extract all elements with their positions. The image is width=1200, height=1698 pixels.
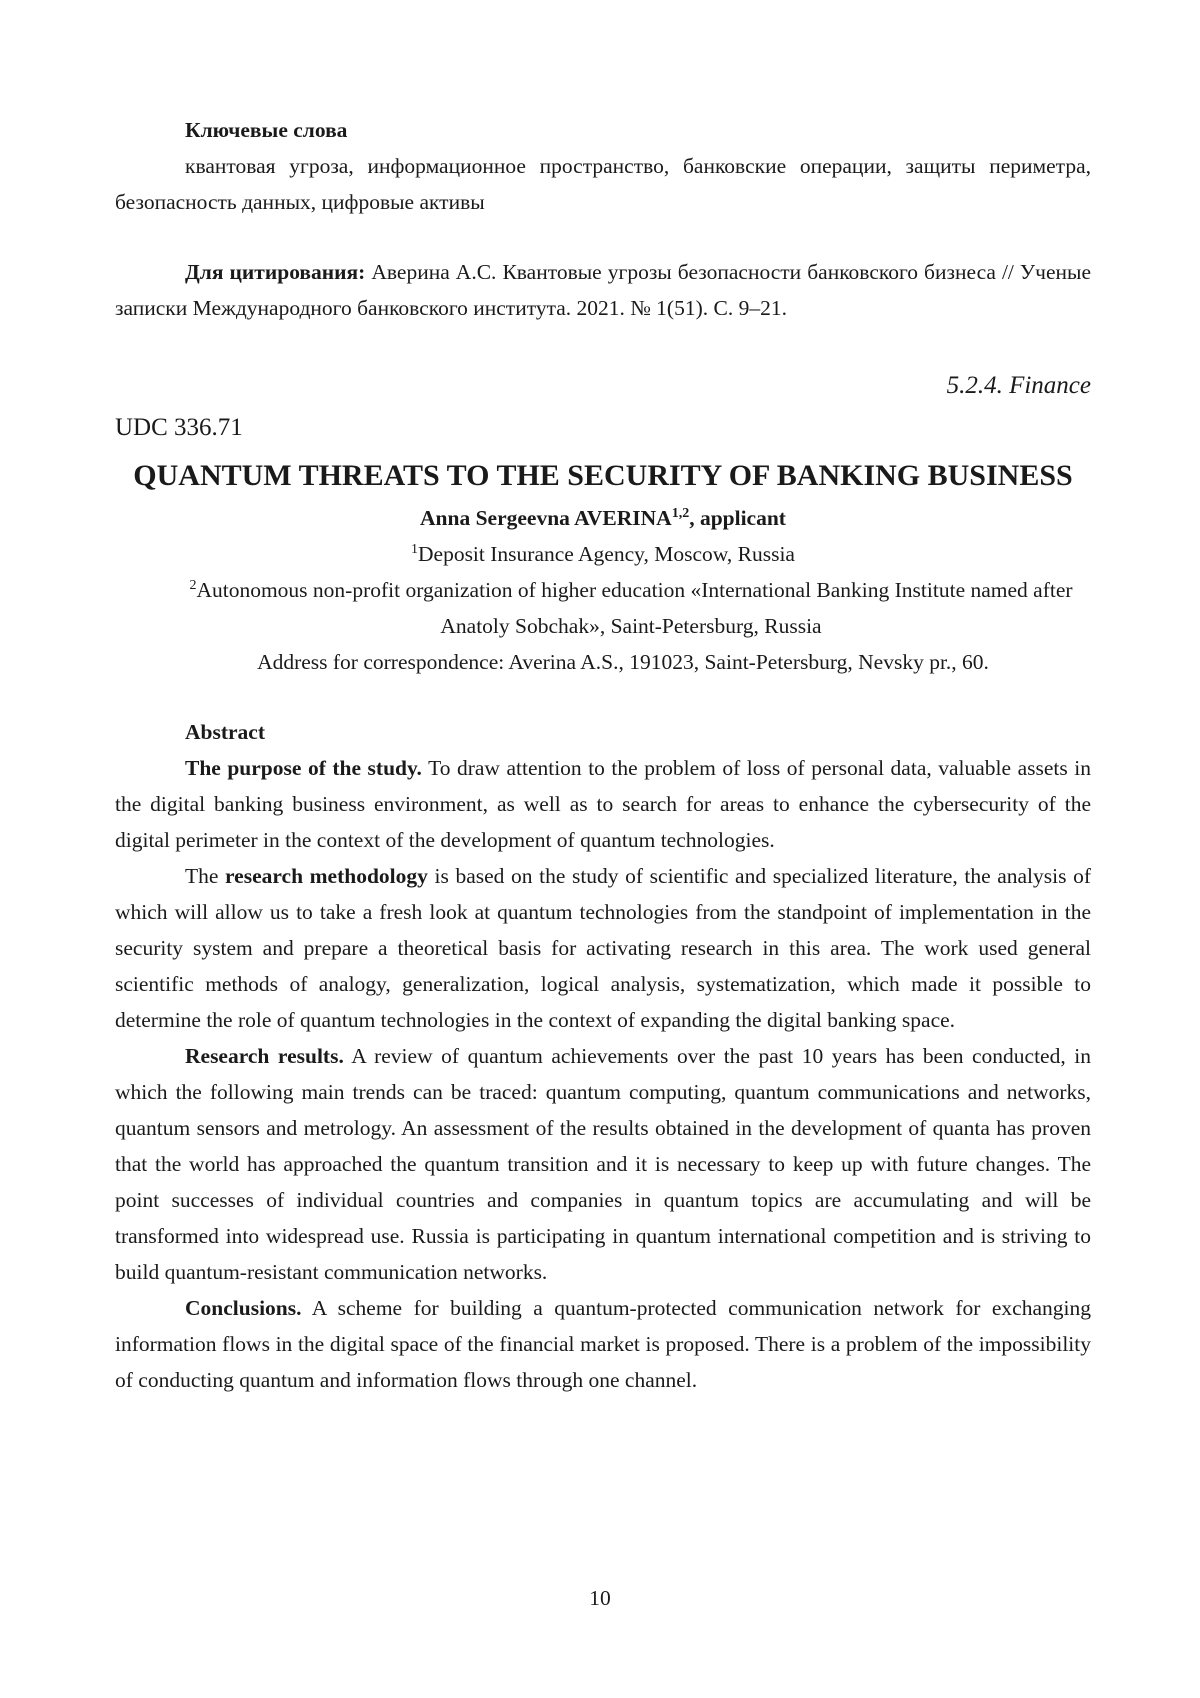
affiliation-1-sup: 1 [411,541,418,557]
citation-text: Аверина А.С. Квантовые угрозы безопасности банковского бизнеса // Ученые записки Международного банковского института. 2021. № 1(51). С. 9–21. [115,260,1091,320]
methodology-text: is based on the study of scientific and specialized literature, the analysis of which will allow us to take a fresh look at quantum technologies from the standpoint of implementation in the security system and prepare a theoretical basis for activating research in this area. The work used general scientific methods of analogy, generalization, logical analysis, systematization, which made it possible to determine the role of quantum technologies in the context of expanding the digital banking space. [115,864,1092,1032]
methodology-label: research methodology [225,864,428,888]
page-content [115,112,1091,1398]
correspondence-address: Address for correspondence: Averina A.S., 191023, Saint-Petersburg, Nevsky pr., 60. [257,650,989,674]
affiliation-2-sup: 2 [189,577,197,593]
affiliation-1-text: Deposit Insurance Agency, Moscow, Russia [418,542,795,566]
abstract-conclusions [115,1290,1091,1398]
page-number: 10 [589,1586,611,1610]
keywords-text: квантовая угроза, информационное пространство, банковские операции, защиты периметра, безопасность данных, цифровые активы [115,154,1091,214]
conclusions-text: A scheme for building a quantum-protected communication network for exchanging information flows in the digital space of the financial market is proposed. There is a problem of the impossibility of conducting quantum and information flows through one channel. [115,1296,1091,1392]
article-title: QUANTUM THREATS TO THE SECURITY OF BANKING BUSINESS [133,459,1073,492]
affiliation-2 [115,572,1091,644]
purpose-text: To draw attention to the problem of loss of personal data, valuable assets in the digital banking business environment, as well as to search for areas to enhance the cybersecurity of the digital perimeter in the context of the development of quantum technologies. [115,756,1091,852]
spacer [115,220,1091,254]
purpose-label: The purpose of the study. [185,756,422,780]
citation [115,254,1091,326]
abstract-heading: Abstract [185,720,266,744]
keywords-heading: Ключевые слова [185,118,348,142]
abstract-methodology [115,858,1091,1038]
affiliation-2-text: Autonomous non-profit organization of higher education «International Banking Institute named after Anatoly Sobchak», Saint-Petersburg, Russia [196,578,1073,638]
citation-label: Для цитирования: [185,260,366,284]
author-line [115,500,1091,536]
results-text: A review of quantum achievements over the past 10 years has been conducted, in which the following main trends can be traced: quantum computing, quantum communications and networks, quantum sensors and metrology. An assessment of the results obtained in the development of quanta has proven that the world has approached the quantum transition and it is necessary to keep up with future changes. The point successes of individual countries and companies in quantum topics are accumulating and will be transformed into widespread use. Russia is participating in quantum international competition and is striving to build quantum-resistant communication networks. [115,1044,1092,1284]
author-affiliation-sup: 1,2 [671,505,690,521]
conclusions-label: Conclusions. [185,1296,302,1320]
abstract-results [115,1038,1091,1290]
section-code: 5.2.4. Finance [946,372,1091,399]
udc-code: UDC 336.71 [115,414,243,441]
methodology-pre: The [185,864,226,888]
author-name: Anna Sergeevna AVERINA [420,506,672,530]
results-label: Research results. [185,1044,344,1068]
affiliation-1 [115,536,1091,572]
abstract-purpose [115,750,1091,858]
spacer [115,326,1091,366]
author-role: , applicant [689,506,786,530]
